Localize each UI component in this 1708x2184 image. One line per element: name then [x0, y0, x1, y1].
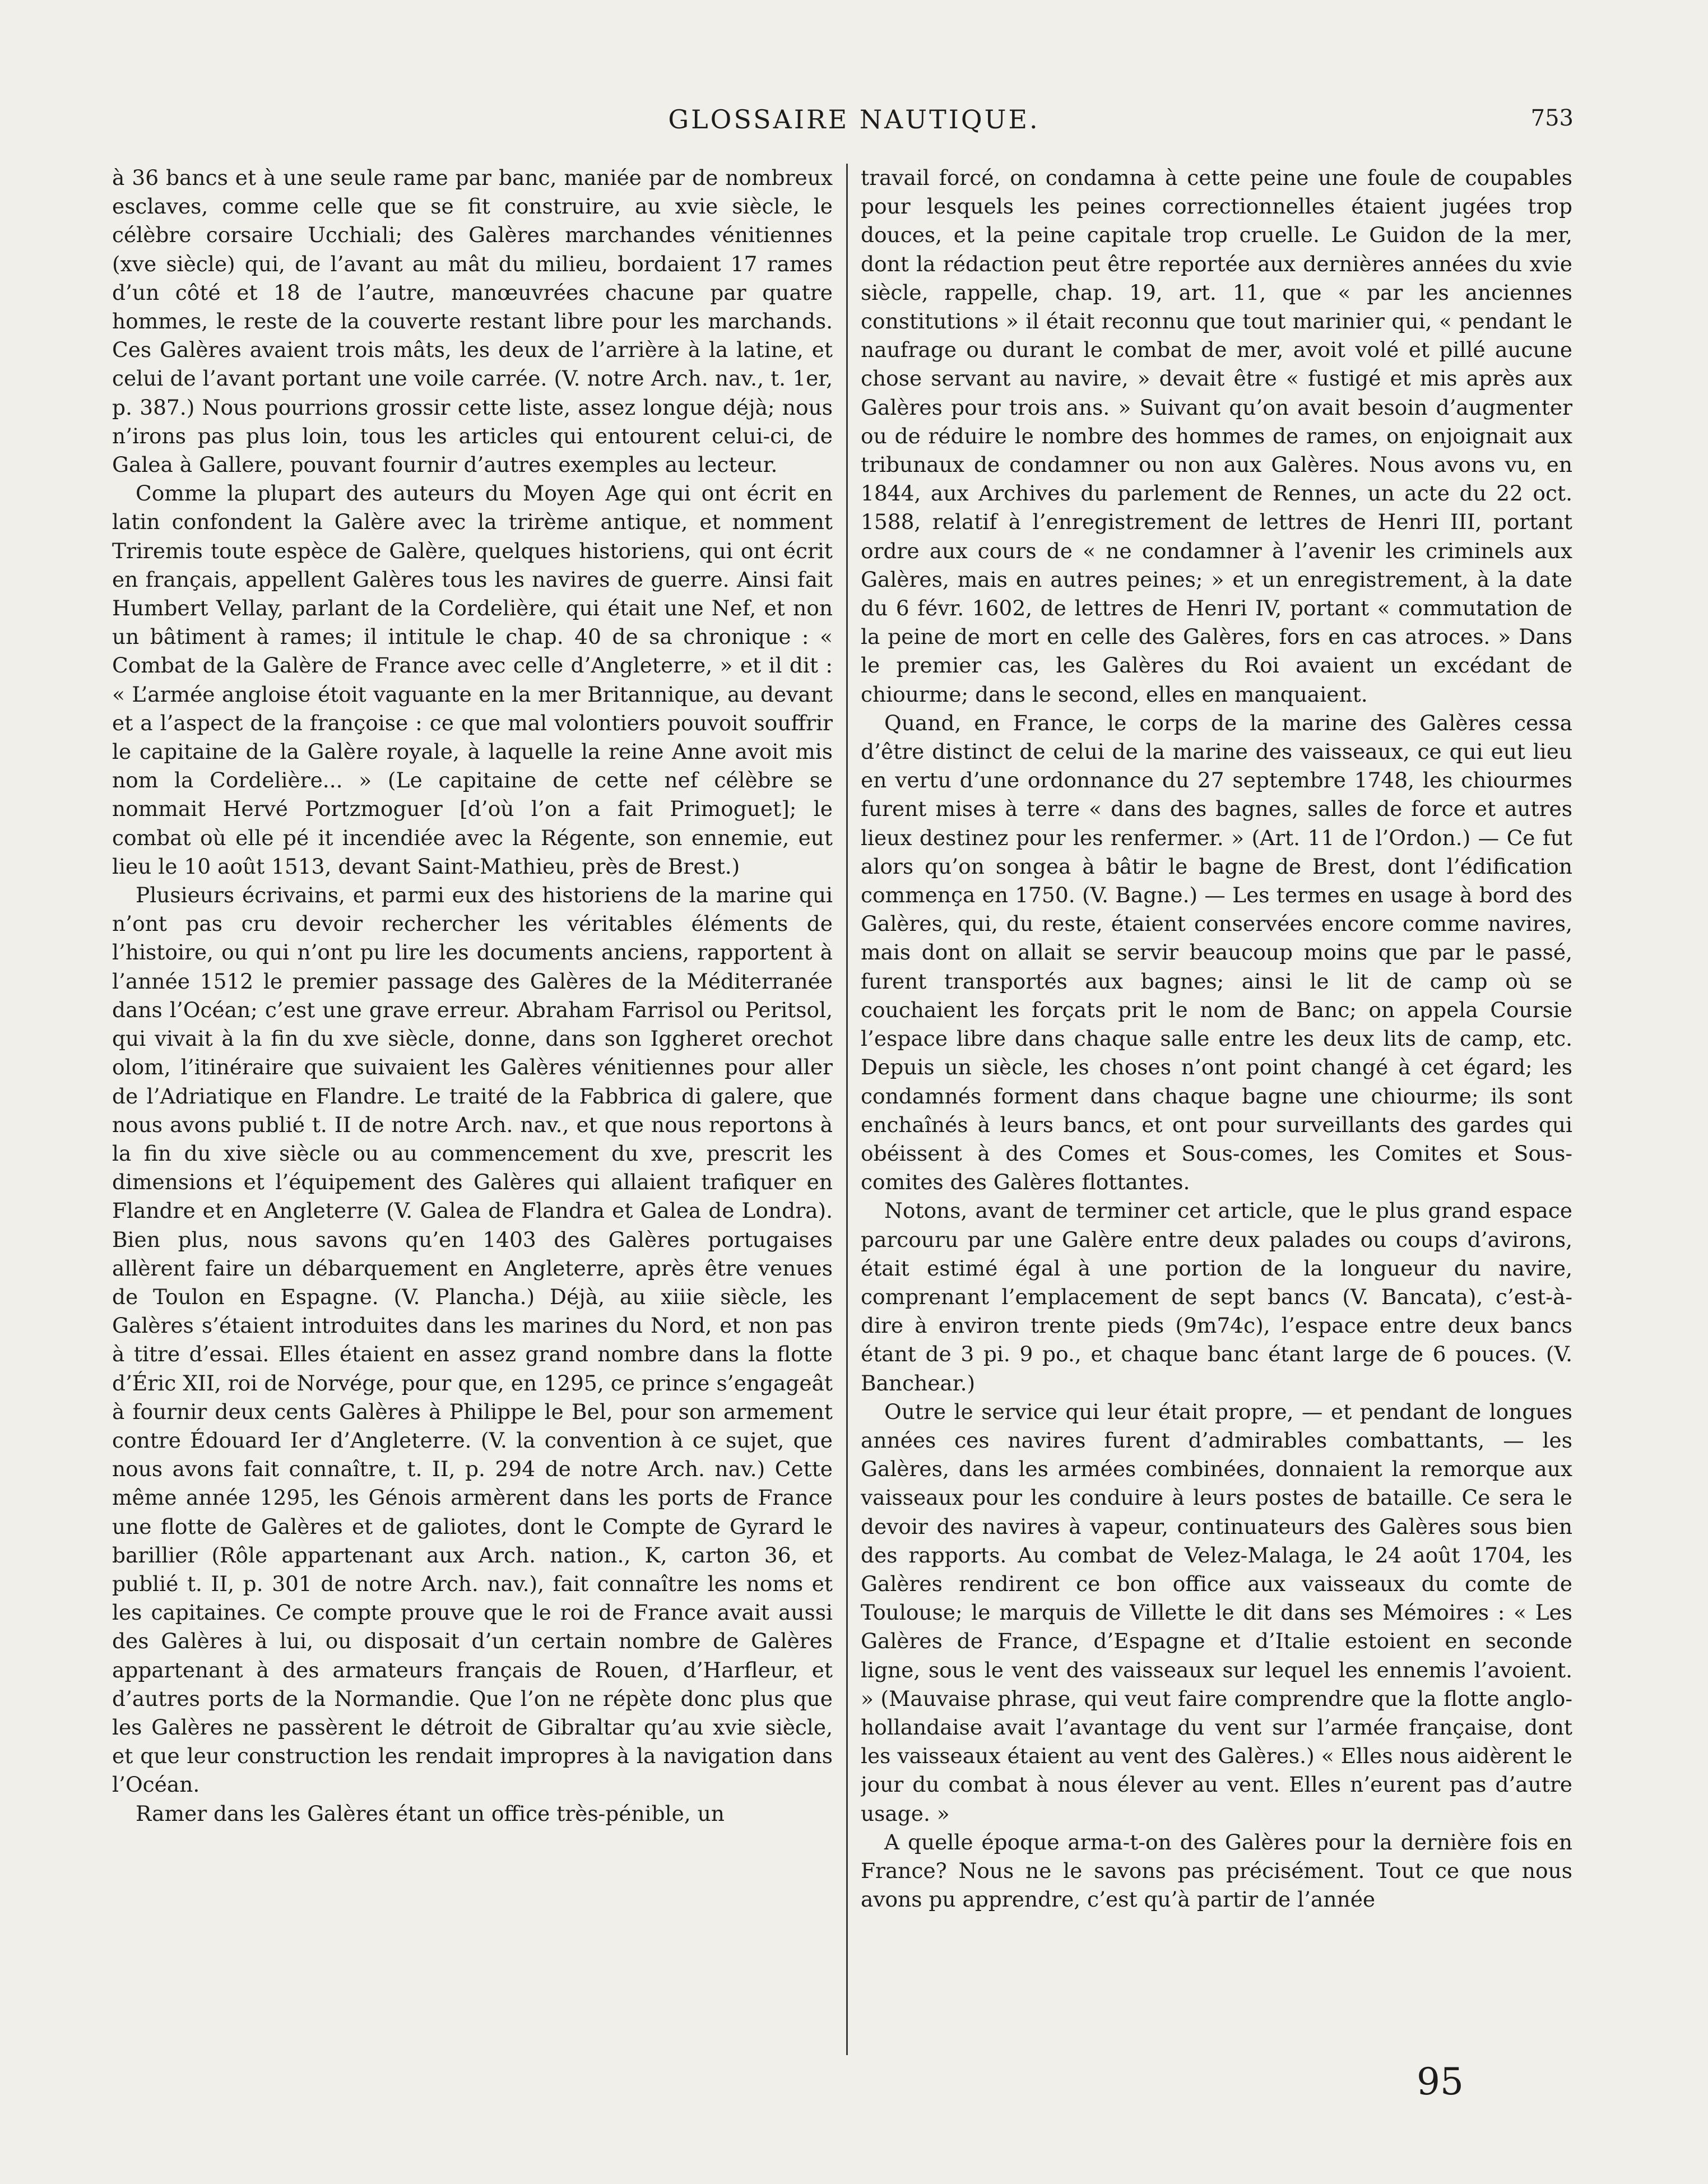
paragraph: travail forcé, on condamna à cette peine une foule de coupables pour lesquels les peines correctionnelles étaient jugées trop douces, et la peine capitale trop cruelle. Le Guidon de la mer, dont la rédaction peut être reportée aux dernières années du xvie siècle, rappelle, chap. 19, art. 11, que « par les anciennes constitutions » il était reconnu que tout marinier qui, « pendant le naufrage ou durant le combat de mer, avoit volé et pillé aucune chose servant au navire, » devait être « fustigé et mis après aux Galères pour trois ans. » Suivant qu’on avait besoin d’augmenter ou de réduire le nombre des hommes de rames, on enjoignait aux tribunaux de condamner ou non aux Galères. Nous avons vu, en 1844, aux Archives du parlement de Rennes, un acte du 22 oct. 1588, relatif à l’enregistrement de lettres de Henri III, portant ordre aux cours de « ne condamner à l’avenir les criminels aux Galères, mais en autres peines; » et un enregistrement, à la date du 6 févr. 1602, de lettres de Henri IV, portant « commutation de la peine de mort en celle des Galères, fors en cas atroces. » Dans le premier cas, les Galères du Roi avaient un excédant de chiourme; dans le second, elles en manquaient.: [861, 165, 1572, 707]
paragraph: Quand, en France, le corps de la marine des Galères cessa d’être distinct de celui de la marine des vaisseaux, ce qui eut lieu en vertu d’une ordonnance du 27 septembre 1748, les chiourmes furent mises à terre « dans des bagnes, salles de force et autres lieux destinez pour les renfermer. » (Art. 11 de l’Ordon.) — Ce fut alors qu’on songea à bâtir le bagne de Brest, dont l’édification commença en 1750. (V. Bagne.) — Les termes en usage à bord des Galères, qui, du reste, étaient conservées encore comme navires, mais dont on allait se servir beaucoup moins que par le passé, furent transportés aux bagnes; ainsi le lit de camp où se couchaient les forçats prit le nom de Banc; on appela Coursie l’espace libre dans chaque salle entre les deux lits de camp, etc. Depuis un siècle, les choses n’ont point changé à cet égard; les condamnés forment dans chaque bagne une chiourme; ils sont enchaînés à leurs bancs, et ont pour surveillants des gardes qui obéissent à des Comes et Sous-comes, les Comites et Sous-comites des Galères flottantes.: [861, 710, 1572, 1195]
paragraph: à 36 bancs et à une seule rame par banc, maniée par de nombreux esclaves, comme celle que se fit construire, au xvie siècle, le célèbre corsaire Ucchiali; des Galères marchandes vénitiennes (xve siècle) qui, de l’avant au mât du milieu, bordaient 17 rames d’un côté et 18 de l’autre, manœuvrées chacune par quatre hommes, le reste de la couverte restant libre pour les marchands. Ces Galères avaient trois mâts, les deux de l’arrière à la latine, et celui de l’avant portant une voile carrée. (V. notre Arch. nav., t. 1er, p. 387.) Nous pourrions grossir cette liste, assez longue déjà; nous n’irons pas plus loin, tous les articles qui entourent celui-ci, de Galea à Gallere, pouvant fournir d’autres exemples au lecteur.: [112, 165, 833, 477]
paragraph: Outre le service qui leur était propre, — et pendant de longues années ces navires furent d’admirables combattants, — les Galères, dans les armées combinées, donnaient la remorque aux vaisseaux pour les conduire à leurs postes de bataille. Ce sera le devoir des navires à vapeur, continuateurs des Galères sous bien des rapports. Au combat de Velez-Malaga, le 24 août 1704, les Galères rendirent ce bon office aux vaisseaux du comte de Toulouse; le marquis de Villette le dit dans ses Mémoires : « Les Galères de France, d’Espagne et d’Italie estoient en seconde ligne, sous le vent des vaisseaux sur lequel les ennemis l’avoient. » (Mauvaise phrase, qui veut faire comprendre que la flotte anglo-hollandaise avait l’avantage du vent sur l’armée française, dont les vaisseaux étaient au vent des Galères.) « Elles nous aidèrent le jour du combat à nous élever au vent. Elles n’eurent pas d’autre usage. »: [861, 1399, 1572, 1826]
left-column: [112, 164, 833, 2058]
paragraph: A quelle époque arma-t-on des Galères pour la dernière fois en France? Nous ne le savons pas précisément. Tout ce que nous avons pu apprendre, c’est qu’à partir de l’année: [861, 1829, 1572, 1912]
signature-mark: 95: [1417, 2060, 1464, 2103]
paragraph: Comme la plupart des auteurs du Moyen Age qui ont écrit en latin confondent la Galère avec la trirème antique, et nomment Triremis toute espèce de Galère, quelques historiens, qui ont écrit en français, appellent Galères tous les navires de guerre. Ainsi fait Humbert Vellay, parlant de la Cordelière, qui était une Nef, et non un bâtiment à rames; il intitule le chap. 40 de sa chronique : « Combat de la Galère de France avec celle d’Angleterre, » et il dit : « L’armée angloise étoit vaguante en la mer Britannique, au devant et a l’aspect de la françoise : ce que mal volontiers pouvoit souffrir le capitaine de la Galère royale, à laquelle la reine Anne avoit mis nom la Cordelière... » (Le capitaine de cette nef célèbre se nommait Hervé Portzmoguer [d’où l’on a fait Primoguet]; le combat où elle pé it incendiée avec la Régente, son ennemie, eut lieu le 10 août 1513, devant Saint-Mathieu, près de Brest.): [112, 481, 833, 879]
paragraph: Ramer dans les Galères étant un office très-pénible, un: [136, 1801, 725, 1826]
paragraph: Notons, avant de terminer cet article, que le plus grand espace parcouru par une Galère entre deux palades ou coups d’avirons, était estimé égal à une portion de la longueur du navire, comprenant l’emplacement de sept bancs (V. Bancata), c’est-à-dire à environ trente pieds (9m74c), l’espace entre deux bancs étant de 3 pi. 9 po., et chaque banc étant large de 6 pouces. (V. Banchear.): [861, 1198, 1572, 1395]
column-divider: [846, 164, 848, 2055]
running-title: GLOSSAIRE NAUTIQUE.: [668, 104, 1040, 135]
right-column: [861, 164, 1572, 2058]
paragraph: Plusieurs écrivains, et parmi eux des historiens de la marine qui n’ont pas cru devoir rechercher les véritables éléments de l’histoire, ou qui n’ont pu lire les documents anciens, rapportent à l’année 1512 le premier passage des Galères de la Méditerranée dans l’Océan; c’est une grave erreur. Abraham Farrisol ou Peritsol, qui vivait à la fin du xve siècle, donne, dans son Iggheret orechot olom, l’itinéraire que suivaient les Galères vénitiennes pour aller de l’Adriatique en Flandre. Le traité de la Fabbrica di galere, que nous avons publié t. II de notre Arch. nav., et que nous reportons à la fin du xive siècle ou au commencement du xve, prescrit les dimensions et l’équipement des Galères qui allaient trafiquer en Flandre et en Angleterre (V. Galea de Flandra et Galea de Londra). Bien plus, nous savons qu’en 1403 des Galères portugaises allèrent faire un débarquement en Angleterre, après être venues de Toulon en Espagne. (V. Plancha.) Déjà, au xiiie siècle, les Galères s’étaient introduites dans les marines du Nord, et non pas à titre d’essai. Elles étaient en assez grand nombre dans la flotte d’Éric XII, roi de Norvége, pour que, en 1295, ce prince s’engageât à fournir deux cents Galères à Philippe le Bel, pour son armement contre Édouard Ier d’Angleterre. (V. la convention à ce sujet, que nous avons fait connaître, t. II, p. 294 de notre Arch. nav.) Cette même année 1295, les Génois armèrent dans les ports de France une flotte de Galères et de galiotes, dont le Compte de Gyrard le barillier (Rôle appartenant aux Arch. nation., K, carton 36, et publié t. II, p. 301 de notre Arch. nav.), fait connaître les noms et les capitaines. Ce compte prouve que le roi de France avait aussi des Galères à lui, ou disposait d’un certain nombre de Galères appartenant à des armateurs français de Rouen, d’Harfleur, et d’autres ports de la Normandie. Que l’on ne répète donc plus que les Galères ne passèrent le détroit de Gibraltar qu’au xvie siècle, et que leur construction les rendait impropres à la navigation dans l’Océan.: [112, 883, 833, 1797]
page-number: 753: [1530, 105, 1574, 131]
